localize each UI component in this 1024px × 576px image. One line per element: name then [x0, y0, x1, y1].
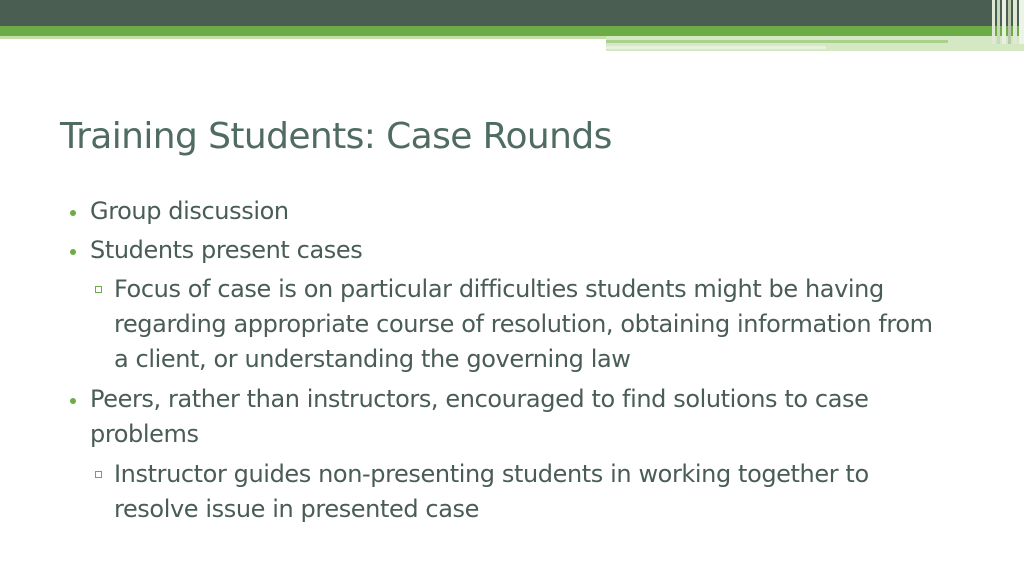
bullet-item	[90, 233, 362, 268]
header-stripes-decoration	[992, 0, 1024, 44]
sub-bullet-item	[114, 272, 933, 377]
bullet-text: Peers, rather than instructors, encouraged to find solutions to case	[90, 385, 869, 413]
sub-bullet-square-icon	[95, 286, 102, 293]
bullet-text: Focus of case is on particular difficulties students might be having	[114, 275, 884, 303]
bullet-text: regarding appropriate course of resolution, obtaining information from	[114, 310, 933, 338]
header-banner-light-line	[0, 36, 606, 39]
sub-bullet-item	[114, 457, 869, 527]
sub-bullet-square-icon	[95, 471, 102, 478]
header-banner-green	[0, 26, 1024, 36]
header-banner-right-line	[606, 40, 948, 43]
bullet-text: Students present cases	[90, 236, 363, 264]
header-banner-dark	[0, 0, 1024, 26]
bullet-text: problems	[90, 420, 199, 448]
bullet-text: a client, or understanding the governing law	[114, 345, 631, 373]
bullet-text: resolve issue in presented case	[114, 495, 479, 523]
bullet-dot-icon	[70, 210, 76, 216]
bullet-item	[90, 382, 868, 452]
bullet-text: Instructor guides non-presenting students in working together to	[114, 460, 869, 488]
bullet-dot-icon	[70, 398, 76, 404]
bullet-text: Group discussion	[90, 197, 289, 225]
slide-title: Training Students: Case Rounds	[60, 116, 612, 157]
bullet-dot-icon	[70, 249, 76, 255]
header-banner-right-line-2	[606, 46, 826, 49]
bullet-item	[90, 194, 289, 229]
